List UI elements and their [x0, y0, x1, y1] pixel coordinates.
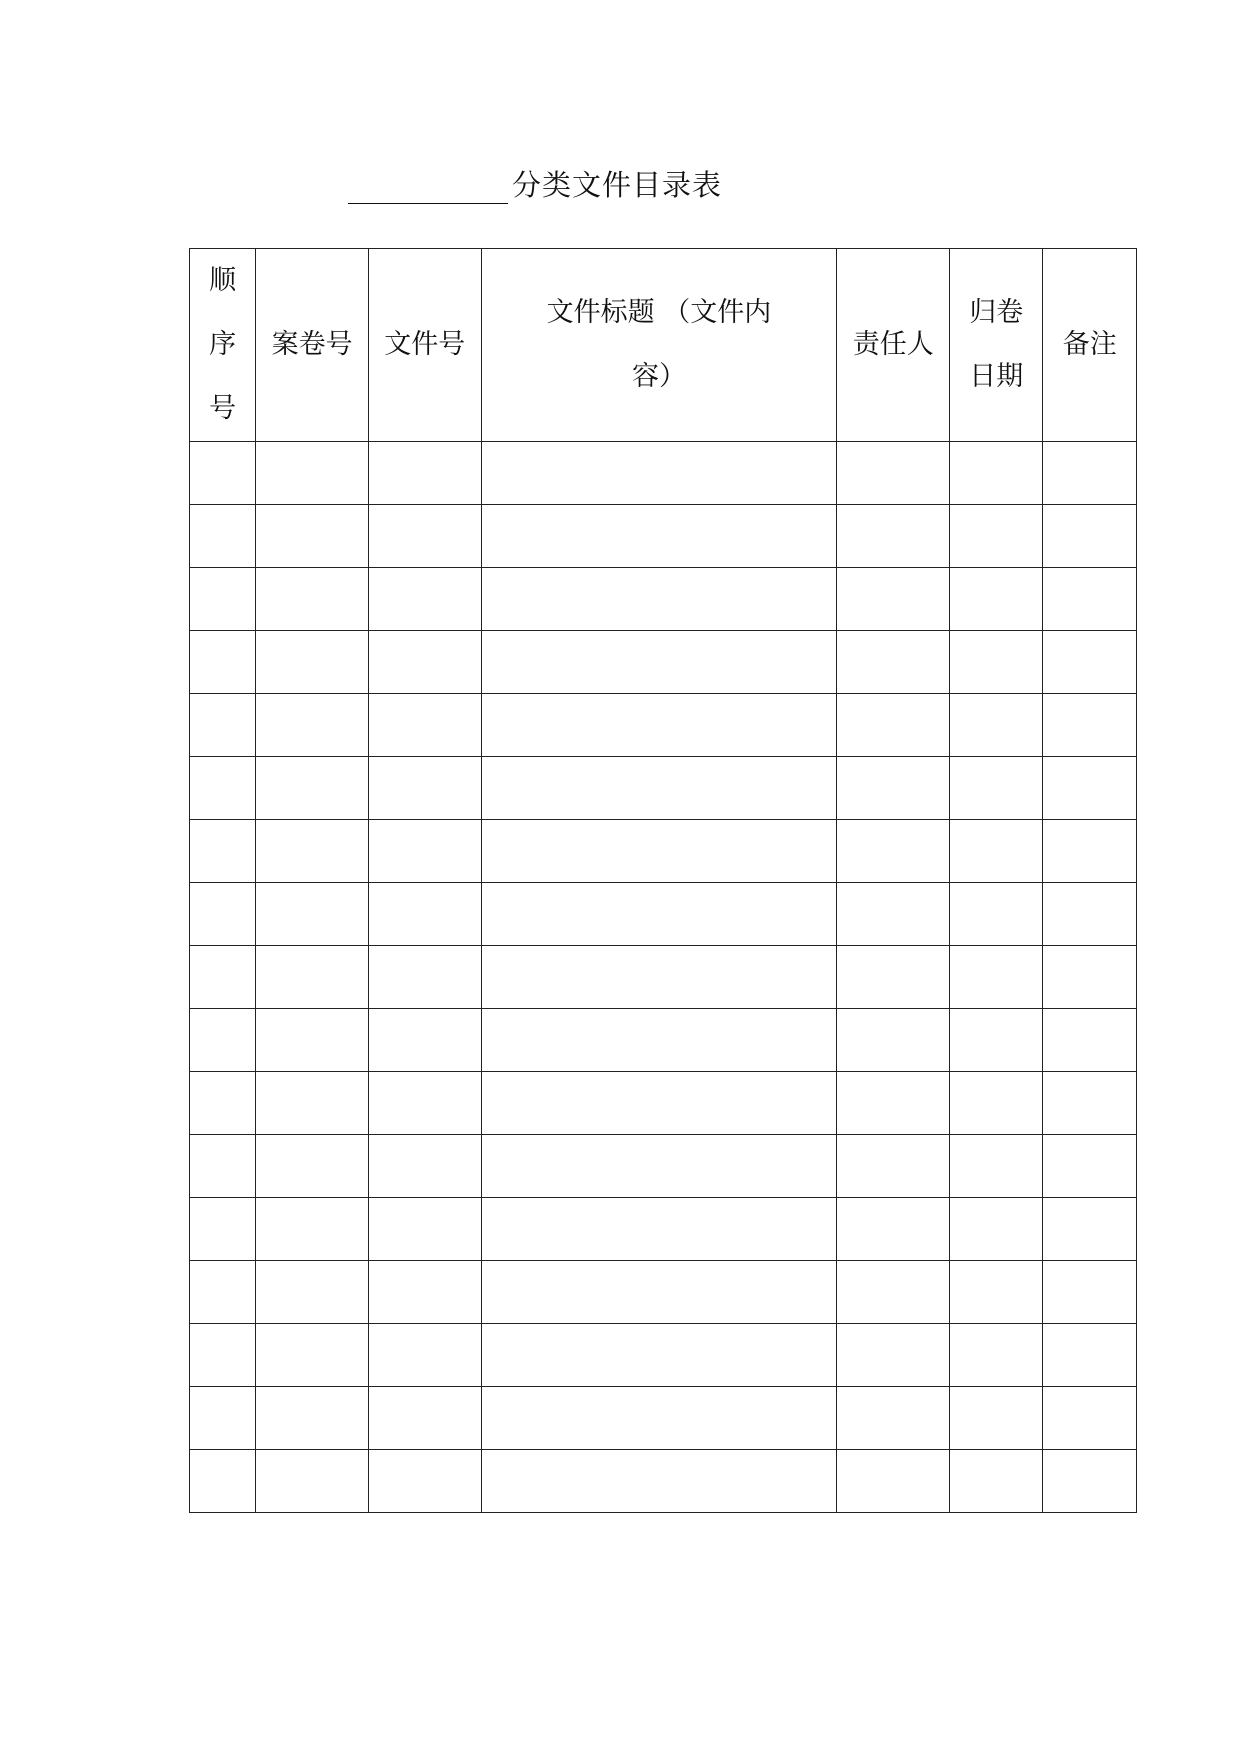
cell-archive-date[interactable] [950, 1450, 1043, 1513]
cell-doc-title[interactable] [481, 1450, 837, 1513]
cell-doc-title[interactable] [481, 757, 837, 820]
cell-remarks[interactable] [1043, 1261, 1137, 1324]
cell-doc-title[interactable] [481, 442, 837, 505]
table-row [190, 442, 1137, 505]
cell-responsible[interactable] [837, 1009, 950, 1072]
cell-doc-title[interactable] [481, 505, 837, 568]
cell-responsible[interactable] [837, 1387, 950, 1450]
cell-doc-title[interactable] [481, 1135, 837, 1198]
cell-remarks[interactable] [1043, 946, 1137, 1009]
cell-doc-no[interactable] [368, 1009, 481, 1072]
cell-doc-title[interactable] [481, 694, 837, 757]
cell-archive-date[interactable] [950, 820, 1043, 883]
cell-volume-no[interactable] [256, 1324, 369, 1387]
cell-doc-title[interactable] [481, 1009, 837, 1072]
cell-doc-title[interactable] [481, 568, 837, 631]
header-seq: 顺 序 号 [190, 249, 256, 442]
cell-seq[interactable] [190, 946, 256, 1009]
cell-seq[interactable] [190, 1261, 256, 1324]
cell-archive-date[interactable] [950, 1261, 1043, 1324]
cell-remarks[interactable] [1043, 631, 1137, 694]
cell-doc-no[interactable] [368, 1072, 481, 1135]
cell-seq[interactable] [190, 883, 256, 946]
catalog-table [189, 248, 1137, 1513]
cell-seq[interactable] [190, 1072, 256, 1135]
cell-doc-no[interactable] [368, 1450, 481, 1513]
cell-remarks[interactable] [1043, 442, 1137, 505]
cell-seq[interactable] [190, 505, 256, 568]
cell-doc-no[interactable] [368, 568, 481, 631]
table-row [190, 694, 1137, 757]
cell-archive-date[interactable] [950, 694, 1043, 757]
cell-responsible[interactable] [837, 883, 950, 946]
cell-responsible[interactable] [837, 1261, 950, 1324]
title-text: 分类文件目录表 [512, 168, 723, 202]
header-row [190, 249, 1137, 442]
cell-seq[interactable] [190, 631, 256, 694]
cell-archive-date[interactable] [950, 757, 1043, 820]
cell-doc-no[interactable] [368, 1387, 481, 1450]
cell-volume-no[interactable] [256, 1072, 369, 1135]
cell-seq[interactable] [190, 1135, 256, 1198]
cell-doc-no[interactable] [368, 1198, 481, 1261]
table-row [190, 1135, 1137, 1198]
header-doc-title: 文件标题 （文件内 容） [481, 249, 837, 442]
cell-doc-title[interactable] [481, 1198, 837, 1261]
cell-seq[interactable] [190, 1324, 256, 1387]
cell-doc-title[interactable] [481, 631, 837, 694]
cell-volume-no[interactable] [256, 694, 369, 757]
cell-remarks[interactable] [1043, 1072, 1137, 1135]
table-row [190, 1198, 1137, 1261]
cell-remarks[interactable] [1043, 1198, 1137, 1261]
cell-archive-date[interactable] [950, 1072, 1043, 1135]
table-row [190, 946, 1137, 1009]
cell-doc-no[interactable] [368, 631, 481, 694]
cell-archive-date[interactable] [950, 883, 1043, 946]
cell-remarks[interactable] [1043, 1387, 1137, 1450]
cell-seq[interactable] [190, 1198, 256, 1261]
cell-remarks[interactable] [1043, 1009, 1137, 1072]
cell-doc-no[interactable] [368, 505, 481, 568]
cell-archive-date[interactable] [950, 1198, 1043, 1261]
cell-volume-no[interactable] [256, 757, 369, 820]
header-archive-date: 归卷 日期 [950, 249, 1043, 442]
cell-archive-date[interactable] [950, 1135, 1043, 1198]
cell-doc-no[interactable] [368, 757, 481, 820]
cell-responsible[interactable] [837, 1072, 950, 1135]
table-body [190, 442, 1137, 1513]
cell-responsible[interactable] [837, 568, 950, 631]
cell-responsible[interactable] [837, 1324, 950, 1387]
cell-doc-title[interactable] [481, 820, 837, 883]
cell-responsible[interactable] [837, 757, 950, 820]
cell-doc-title[interactable] [481, 883, 837, 946]
cell-volume-no[interactable] [256, 820, 369, 883]
cell-seq[interactable] [190, 1387, 256, 1450]
cell-remarks[interactable] [1043, 820, 1137, 883]
table-row [190, 820, 1137, 883]
cell-doc-title[interactable] [481, 946, 837, 1009]
table-row [190, 1324, 1137, 1387]
cell-archive-date[interactable] [950, 1387, 1043, 1450]
cell-remarks[interactable] [1043, 1450, 1137, 1513]
table-row [190, 631, 1137, 694]
cell-remarks[interactable] [1043, 1135, 1137, 1198]
cell-archive-date[interactable] [950, 631, 1043, 694]
cell-volume-no[interactable] [256, 1198, 369, 1261]
cell-volume-no[interactable] [256, 631, 369, 694]
cell-responsible[interactable] [837, 946, 950, 1009]
table-row [190, 757, 1137, 820]
header-volume-no: 案卷号 [256, 249, 369, 442]
cell-doc-no[interactable] [368, 694, 481, 757]
cell-volume-no[interactable] [256, 1387, 369, 1450]
cell-doc-title[interactable] [481, 1261, 837, 1324]
cell-volume-no[interactable] [256, 1135, 369, 1198]
cell-volume-no[interactable] [256, 883, 369, 946]
cell-volume-no[interactable] [256, 946, 369, 1009]
table-row [190, 568, 1137, 631]
table-row [190, 1072, 1137, 1135]
cell-responsible[interactable] [837, 631, 950, 694]
cell-doc-no[interactable] [368, 1261, 481, 1324]
header-doc-no: 文件号 [368, 249, 481, 442]
cell-doc-title[interactable] [481, 1324, 837, 1387]
cell-responsible[interactable] [837, 505, 950, 568]
table-row [190, 1261, 1137, 1324]
cell-doc-title[interactable] [481, 1072, 837, 1135]
cell-seq[interactable] [190, 1009, 256, 1072]
cell-responsible[interactable] [837, 442, 950, 505]
cell-archive-date[interactable] [950, 505, 1043, 568]
table-row [190, 1387, 1137, 1450]
cell-archive-date[interactable] [950, 1324, 1043, 1387]
cell-remarks[interactable] [1043, 568, 1137, 631]
cell-volume-no[interactable] [256, 1261, 369, 1324]
cell-remarks[interactable] [1043, 505, 1137, 568]
cell-responsible[interactable] [837, 1198, 950, 1261]
cell-remarks[interactable] [1043, 883, 1137, 946]
cell-volume-no[interactable] [256, 442, 369, 505]
cell-responsible[interactable] [837, 694, 950, 757]
title-blank-underline [348, 165, 508, 204]
cell-volume-no[interactable] [256, 1450, 369, 1513]
cell-doc-no[interactable] [368, 883, 481, 946]
cell-responsible[interactable] [837, 1135, 950, 1198]
cell-seq[interactable] [190, 568, 256, 631]
cell-responsible[interactable] [837, 1450, 950, 1513]
cell-volume-no[interactable] [256, 505, 369, 568]
cell-doc-no[interactable] [368, 946, 481, 1009]
table-row [190, 883, 1137, 946]
cell-doc-no[interactable] [368, 820, 481, 883]
cell-seq[interactable] [190, 1450, 256, 1513]
header-remarks: 备注 [1043, 249, 1137, 442]
cell-doc-no[interactable] [368, 1135, 481, 1198]
table-row [190, 1450, 1137, 1513]
table-row [190, 1009, 1137, 1072]
cell-volume-no[interactable] [256, 568, 369, 631]
cell-remarks[interactable] [1043, 757, 1137, 820]
cell-archive-date[interactable] [950, 568, 1043, 631]
cell-responsible[interactable] [837, 820, 950, 883]
cell-seq[interactable] [190, 694, 256, 757]
cell-archive-date[interactable] [950, 946, 1043, 1009]
cell-doc-no[interactable] [368, 1324, 481, 1387]
cell-archive-date[interactable] [950, 1009, 1043, 1072]
cell-seq[interactable] [190, 820, 256, 883]
cell-archive-date[interactable] [950, 442, 1043, 505]
table-row [190, 505, 1137, 568]
cell-seq[interactable] [190, 757, 256, 820]
cell-doc-no[interactable] [368, 442, 481, 505]
cell-remarks[interactable] [1043, 694, 1137, 757]
document-title [348, 160, 722, 204]
cell-remarks[interactable] [1043, 1324, 1137, 1387]
cell-doc-title[interactable] [481, 1387, 837, 1450]
header-responsible: 责任人 [837, 249, 950, 442]
cell-volume-no[interactable] [256, 1009, 369, 1072]
cell-seq[interactable] [190, 442, 256, 505]
